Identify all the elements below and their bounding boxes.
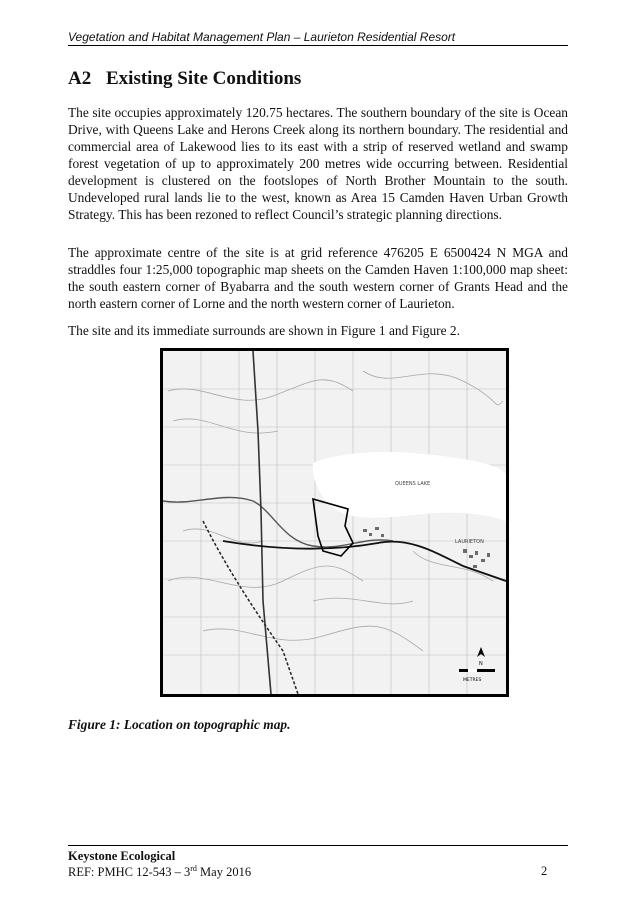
footer-organisation: Keystone Ecological xyxy=(68,849,176,863)
footer-rule xyxy=(68,845,568,846)
paragraph-grid-reference: The approximate centre of the site is at grid reference 476205 E 6500424 N MGA and straddles four 1:25,000 topographic map sheets on the Camden Haven 1:100,000 map sheet: the south eastern corner of Byabarra and the south western corner of Grants Head and the north eastern corner of Lorne and the north western corner of Laurieton. xyxy=(68,245,568,311)
header-rule xyxy=(68,45,568,46)
map-label-lake: QUEENS LAKE xyxy=(395,481,431,487)
section-number: A2 xyxy=(68,68,92,89)
figure-caption: Figure 1: Location on topographic map. xyxy=(68,717,291,732)
svg-text:N: N xyxy=(479,661,483,667)
section-heading xyxy=(68,68,301,90)
map-label-town: LAURIETON xyxy=(455,539,484,545)
footer-reference: REF: PMHC 12-543 – 3rd May 2016 xyxy=(68,864,252,880)
topographic-map-figure xyxy=(160,348,509,697)
paragraph-site-description: The site occupies approximately 120.75 hectares. The southern boundary of the site is Ocean Drive, with Queens Lake and Herons Creek along its northern boundary. The residential and commercial area of Lakewood lies to its east with a strip of reserved wetland and swamp forest vegetation of up to approximately 200 metres wide occurring between. Residential development is clustered on the footslopes of North Brother Mountain to the south. Undeveloped rural lands lie to the west, known as Area 15 Camden Haven Urban Growth Strategy. This has been rezoned to reflect Council’s strategic planning directions. xyxy=(68,105,568,222)
running-header: Vegetation and Habitat Management Plan – Laurieton Residential Resort xyxy=(68,30,456,44)
section-title: Existing Site Conditions xyxy=(106,68,302,89)
svg-text:METRES: METRES xyxy=(463,678,482,683)
page-number: 2 xyxy=(541,864,548,878)
paragraph-figure-reference: The site and its immediate surrounds are shown in Figure 1 and Figure 2. xyxy=(68,323,460,338)
topographic-map xyxy=(163,351,506,694)
